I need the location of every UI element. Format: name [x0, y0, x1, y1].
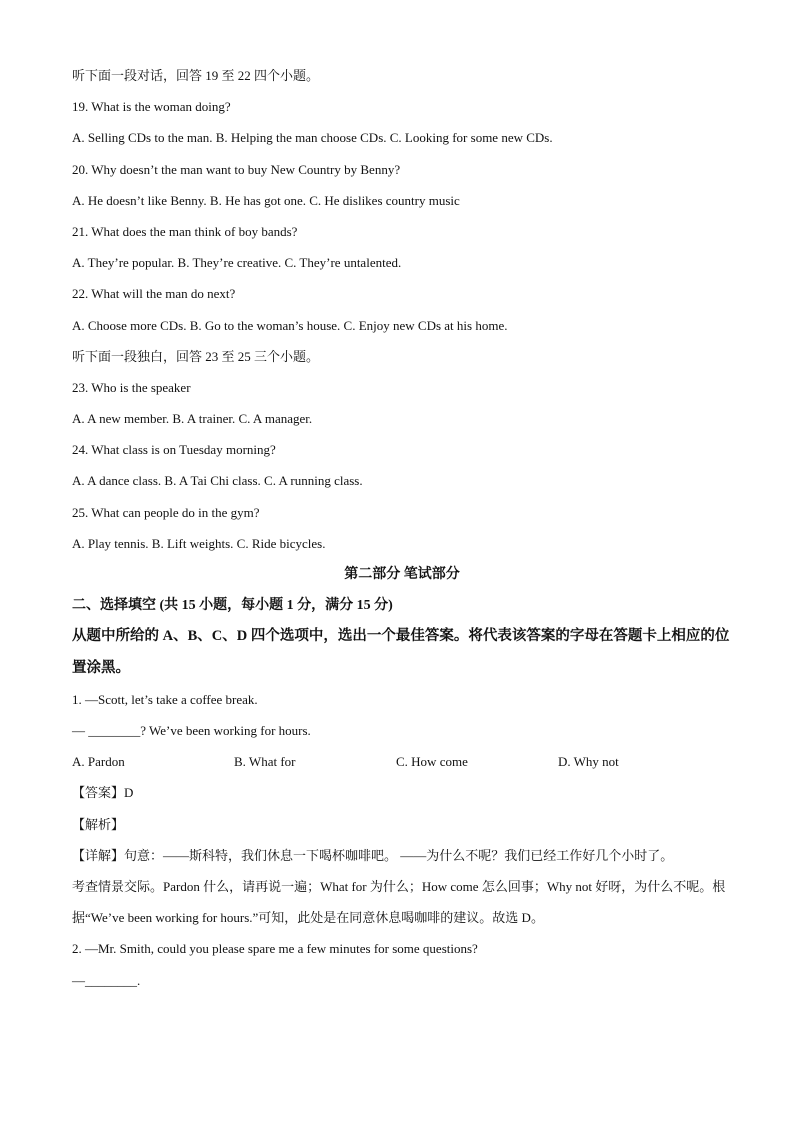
question-1-response: — ________? We’ve been working for hours.	[72, 722, 311, 738]
question-19: 19. What is the woman doing?	[72, 99, 231, 115]
question-1-prompt: 1. —Scott, let’s take a coffee break.	[72, 691, 258, 707]
detail-text: 【详解】句意：——斯科特，我们休息一下喝杯咖啡吧。 ——为什么不呢？我们已经工作好几个小时了。	[72, 847, 674, 863]
question-25: 25. What can people do in the gym?	[72, 504, 260, 520]
question-21-options: A. They’re popular. B. They’re creative. C. They’re untalented.	[72, 255, 402, 271]
question-24-options: A. A dance class. B. A Tai Chi class. C. A running class.	[72, 473, 363, 489]
option-a: A. Pardon	[72, 754, 125, 770]
question-21: 21. What does the man think of boy bands?	[72, 223, 298, 239]
question-23-options: A. A new member. B. A trainer. C. A manager.	[72, 411, 313, 427]
explanation-text: 考查情景交际。Pardon 什么，请再说一遍；What for 为什么；How come 怎么回事；Why not 好呀，为什么不呢。根据“We’ve been working for hours.”可知，此处是在同意休息喝咖啡的建议。故选 D。	[72, 878, 726, 926]
question-22-options: A. Choose more CDs. B. Go to the woman’s house. C. Enjoy new CDs at his home.	[72, 317, 508, 333]
listening-intro-1: 听下面一段对话，回答 19 至 22 四个小题。	[72, 68, 320, 83]
question-1-options	[72, 746, 732, 777]
analysis-label: 【解析】	[72, 816, 125, 832]
option-b: B. What for	[234, 754, 296, 770]
question-2-prompt: 2. —Mr. Smith, could you please spare me a few minutes for some questions?	[72, 941, 478, 957]
document-page	[72, 60, 732, 996]
question-24: 24. What class is on Tuesday morning?	[72, 442, 276, 458]
question-20-options: A. He doesn’t like Benny. B. He has got one. C. He dislikes country music	[72, 192, 460, 208]
listening-intro-2: 听下面一段独白，回答 23 至 25 三个小题。	[72, 348, 320, 364]
section-heading: 二、选择填空 (共 15 小题，每小题 1 分，满分 15 分)	[72, 598, 393, 614]
question-25-options: A. Play tennis. B. Lift weights. C. Ride bicycles.	[72, 535, 326, 551]
option-d: D. Why not	[558, 754, 619, 770]
question-20: 20. Why doesn’t the man want to buy New Country by Benny?	[72, 161, 401, 177]
question-23: 23. Who is the speaker	[72, 379, 191, 395]
question-22: 22. What will the man do next?	[72, 286, 236, 302]
part-title: 第二部分 笔试部分	[344, 567, 460, 582]
answer-label: 【答案】D	[72, 785, 134, 801]
question-19-options: A. Selling CDs to the man. B. Helping the man choose CDs. C. Looking for some new CDs.	[72, 130, 553, 146]
section-instruction: 从题中所给的 A、B、C、D 四个选项中，选出一个最佳答案。将代表该答案的字母在答题卡上相应的位置涂黑。	[72, 628, 730, 676]
question-2-response: —________.	[72, 972, 141, 988]
option-c: C. How come	[396, 754, 468, 770]
